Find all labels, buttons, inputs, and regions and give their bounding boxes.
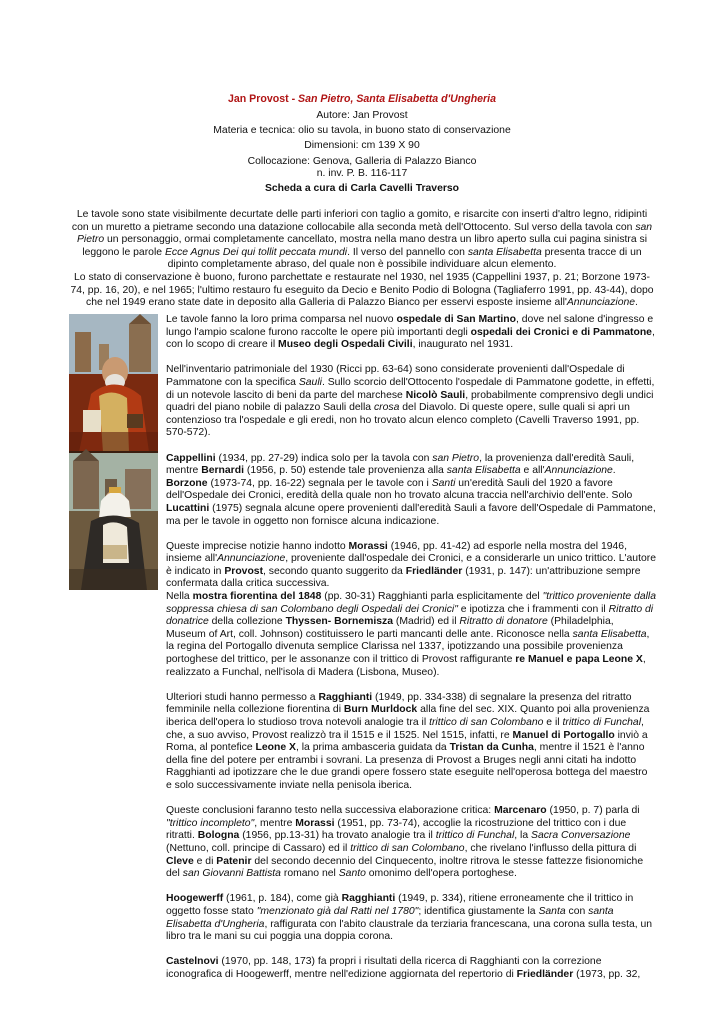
bold-term: Leone X (255, 742, 296, 754)
bold-term: ospedale di San Martino (396, 314, 516, 325)
italic-term: santa Elisabetta d'Ungheria (166, 905, 614, 930)
italic-term: Sacra Conversazione (531, 830, 631, 842)
italic-term: Santo (338, 868, 366, 880)
text-run: ; identifica giustamente la (418, 905, 539, 917)
painting-panel-santa-elisabetta (69, 449, 158, 590)
intro-paragraph-2 (70, 272, 654, 310)
text-run: della collezione (208, 616, 286, 628)
painting-thumbnail (69, 314, 158, 590)
text-run: , con lo scopo di creare il (166, 326, 655, 351)
text-run: Le tavole fanno la loro prima comparsa nel nuovo (166, 314, 397, 325)
bold-term: ospedali dei Cronici e di Pammatone (470, 326, 652, 338)
bold-term: mostra fiorentina del 1848 (192, 591, 322, 603)
text-run: . Sullo scorcio dell'Ottocento l'ospedale di Pammatone godette, in effetti, di un notevole lascito di beni da parte del marchese (166, 376, 655, 401)
bold-term: Cleve (166, 855, 194, 867)
text-run: . (612, 465, 616, 477)
bold-term: Morassi (348, 540, 388, 552)
meta-inventario: n. inv. P. B. 116-117 (316, 168, 408, 179)
text-run: Le tavole sono state visibilmente decurtate delle parti inferiori con taglio a gomito, e risarcite con inserti d'altro legno, ridipinti con un muretto a pietrame secondo una datazione collocabile alla seconda metà dell'Ottocento. Sul verso della tavola con (71, 209, 648, 233)
text-run: , realizzato a Funchal, nell'isola di Madera (Lisbona, Museo). (166, 654, 646, 678)
title-separator: - (288, 93, 299, 105)
bold-term: Hoogewerff (166, 893, 224, 905)
text-run: e ipotizza che i frammenti con il (457, 603, 609, 615)
text-run: , mentre (254, 817, 296, 829)
body-paragraph (166, 314, 656, 352)
bold-term: Castelnovi (166, 956, 219, 968)
bold-term: Morassi (295, 817, 335, 829)
text-run: inviò a Roma, al pontefice (166, 729, 648, 754)
italic-term: san Pietro (76, 221, 653, 246)
italic-term: Annunciazione (566, 297, 636, 309)
body-paragraph (166, 956, 656, 981)
body-paragraph (166, 364, 656, 440)
body-paragraph (166, 541, 656, 680)
text-run: , dove nel salone d'ingresso e lungo l'ampio scalone furono raccolte le opere più importanti degli (166, 314, 654, 338)
text-run: (1931, p. 147): un'attribuzione sempre confermata dalla critica successiva. (166, 565, 641, 590)
text-run: un'eredità Sauli del 1920 a favore dell'Ospedale dei Cronici, eredità della quale non ho trovato alcuna traccia nell'archivio dell'ente. Solo (166, 477, 633, 502)
body-text (166, 314, 656, 994)
text-run: con (565, 905, 589, 917)
text-run: Ulteriori studi hanno permesso a (166, 691, 319, 703)
bold-term: re Manuel e papa Leone X (515, 654, 643, 666)
bold-term: Bernardi (201, 465, 244, 477)
text-run: (1973, pp. 32, (573, 968, 641, 980)
body-paragraph (166, 692, 656, 793)
italic-term: trittico di Funchal (435, 830, 515, 842)
italic-term: "trittico proveniente dalla soppressa chiesa di san Colombano degli Ospedali dei Cronici" (166, 591, 657, 615)
text-run: (1975) segnala alcune opere provenienti dall'eredità Sauli a favore dell'Ospedale di Pammatone, ma per le tavole in oggetto non fornisce alcuna indicazione. (166, 502, 656, 527)
text-run: e il (543, 717, 563, 728)
text-run: (Nettuno, coll. principe di Cassaro) ed il (166, 842, 351, 854)
italic-term: "trittico incompleto" (166, 817, 255, 829)
text-run: (1951, pp. 73-74), accoglie la ricostruzione del trittico con i due ritratti. (166, 817, 627, 842)
italic-term: santa Elisabetta (467, 246, 542, 258)
italic-term: Ritratto di donatore (459, 616, 548, 628)
title-work: San Pietro, Santa Elisabetta d'Ungheria (298, 93, 497, 105)
text-run: . Il verso del pannello con (347, 246, 468, 258)
bold-term: Manuel di Portogallo (512, 729, 615, 741)
text-run: Nella (166, 591, 193, 603)
text-run: , inaugurato nel 1931. (412, 339, 514, 351)
text-run: e di (193, 855, 217, 867)
italic-term: Annunciazione (544, 465, 613, 477)
body-paragraph (166, 893, 656, 943)
text-run: (1970, pp. 148, 173) fa propri i risultati della ricerca di Ragghianti con la correzione iconografica di Hoogewerff, mentre nell'edizione aggiornata del repertorio di (166, 956, 602, 980)
text-run: omonimo dell'opera portoghese. (365, 868, 517, 880)
bold-term: Patenir (216, 855, 252, 867)
text-run: (1961, p. 184), come già (223, 893, 342, 905)
bold-term: Nicolò Sauli (405, 389, 466, 401)
page-title (60, 93, 664, 106)
bold-term: Tristan da Cunha (449, 742, 534, 754)
meta-collocazione: Collocazione: Genova, Galleria di Palazzo Bianco (247, 156, 477, 167)
bold-term: Friedländer (405, 565, 463, 577)
italic-term: trittico di san Colombano (350, 842, 465, 854)
text-run: (1973-74, pp. 16-22) segnala per le tavole con i (207, 477, 432, 489)
italic-term: trittico di san Colombano (429, 717, 544, 728)
text-run: Nell'inventario patrimoniale del 1930 (Ricci pp. 63-64) sono considerate provenienti dall'Ospedale di Pammatone con la specifica (166, 364, 625, 388)
text-run: (1949, pp. 334-338) di segnalare la presenza del ritratto femminile nella collezione fiorentina di (166, 691, 632, 716)
text-run: (1956, p. 50) estende tale provenienza alla (243, 465, 447, 477)
text-run: , proveniente dall'ospedale dei Cronici, e a considerarle un unico trittico. L'autore è indicato in (166, 553, 656, 577)
text-run: (Madrid) ed il (392, 616, 460, 628)
painting-panel-san-pietro (69, 314, 158, 452)
title-author: Jan Provost (227, 93, 289, 105)
text-run: (1950, p. 7) parla di (546, 805, 640, 817)
meta-materia: Materia e tecnica: olio su tavola, in buono stato di conservazione (213, 125, 511, 136)
text-run: , che rivelano l'influsso della pittura di (464, 842, 637, 854)
text-run: (1946, pp. 41-42) ad esporle nella mostra del 1946, insieme all' (166, 540, 627, 565)
italic-term: Sauli (298, 376, 322, 388)
italic-term: Ritratto di donatrice (166, 603, 654, 628)
italic-term: san Pietro (432, 452, 480, 464)
text-run: , che, a suo avviso, Provost realizzò tra il 1515 e il 1525. Nel 1515, infatti, re (166, 717, 644, 741)
text-run: romano nel (280, 868, 339, 880)
text-run: (Philadelphia, Museum of Art, coll. Johnson) costituissero le parti mancanti delle ante. Riconosce nella (166, 616, 614, 640)
italic-term: "menzionato già dal Ratti nel 1780" (256, 905, 419, 917)
text-run: (1949, p. 334), ritiene erroneamente che il trittico in oggetto fosse stato (166, 893, 634, 917)
text-run: , mentre il 1521 è l'anno della fine del potere per entrambi i sovrani. La presenza di Provost a Bruges negli anni citati ha indotto Ragghianti ad ipotizzare che le due grandi opere fossero state eseguite nell'operosa bottega del maestro e solo successivamente inviate nella penisola iberica. (166, 742, 648, 791)
bold-term: Provost (224, 565, 264, 577)
meta-autore: Autore: Jan Provost (316, 110, 408, 121)
bold-term: Bologna (197, 830, 240, 842)
italic-term: Santa (538, 905, 566, 917)
italic-term: Annunciazione (217, 553, 286, 565)
bold-term: Cappellini (166, 452, 216, 464)
text-run: , probabilmente comprensivo degli undici quadri del piano nobile di palazzo Sauli della (166, 389, 654, 414)
bold-term: Borzone (166, 477, 208, 489)
bold-term: Ragghianti (318, 691, 373, 703)
body-paragraph (166, 805, 656, 881)
text-run: presenta tracce di un dipinto completamente abraso, del quale non è possibile individuare alcun elemento. (167, 246, 642, 271)
italic-term: Ecce Agnus Dei qui tollit peccata mundi (164, 246, 348, 258)
bold-term: Friedländer (516, 968, 574, 980)
text-run: Queste conclusioni faranno testo nella successiva elaborazione critica: (166, 805, 495, 817)
meta-dimensioni: Dimensioni: cm 139 X 90 (304, 140, 420, 151)
text-run: (pp. 30-31) Ragghianti parla esplicitamente del (321, 591, 543, 603)
text-run: Lo stato di conservazione è buono, furono parchettate e restaurate nel 1930, nel 1935 (Cappellini 1937, p. 21; Borzone 1973-74, pp. 16, 20), e nel 1965; l'ultimo restauro fu eseguito da Decio e Benito Podio di Bologna (Tagliaferro 1991, pp. 43-44), dopo che nel 1949 erano state date in deposito alla Galleria di Palazzo Bianco per esservi esposte insieme all' (70, 271, 654, 309)
text-run: e all' (520, 465, 545, 477)
body-paragraph (166, 453, 656, 529)
text-run: del Diavolo. Di queste opere, sulle quali si apri un contenzioso tra l'ospedale e gli eredi, non ho trovato alcun elenco completo (Cavelli Traverso 1991, pp. 570-572). (166, 402, 640, 439)
text-run: , la (514, 830, 532, 842)
italic-term: san Giovanni Battista (182, 868, 281, 880)
text-run: , raffigurata con l'abito claustrale da terziaria francescana, una corona sulla testa, un libro tra le mani su cui poggia una doppia corona. (166, 918, 653, 943)
text-run: (1956, pp.13-31) ha trovato analogie tra il (239, 830, 436, 842)
italic-term: trittico di Funchal (562, 717, 642, 728)
text-run: (1934, pp. 27-29) indica solo per la tavola con (215, 452, 433, 464)
intro-paragraph-1 (70, 209, 654, 272)
italic-term: Santi (431, 477, 456, 489)
meta-scheda: Scheda a cura di Carla Cavelli Traverso (264, 183, 460, 194)
text-run: , la regina del Portogallo divenuta semplice Clarissa nel 1337, ipotizzando una possibile provenienza portoghese del trittico, per le assonanze con il trittico di Provost raffigurante (166, 628, 650, 666)
text-run: del secondo decennio del Cinquecento, inoltre ritrova le stesse fattezze fisionomiche del (166, 855, 644, 880)
text-run: , secondo quanto suggerito da (263, 565, 406, 577)
text-run: alla fine del sec. XIX. Quanto poi alla provenienza iberica dell'opera lo studioso trova notevoli analogie tra il (166, 704, 650, 728)
text-run: . (635, 297, 638, 309)
bold-term: Museo degli Ospedali Civili (278, 339, 413, 351)
text-run: un personaggio, ormai completamente cancellato, mostra nella mano destra un libro aperto sulla cui pagina sinistra si leggono le parole (82, 234, 648, 258)
bold-term: Marcenaro (494, 805, 547, 817)
bold-term: Burn Murldock (343, 704, 418, 716)
italic-term: santa Elisabetta (446, 465, 521, 477)
bold-term: Lucattini (166, 502, 210, 514)
intro-block (70, 209, 654, 310)
italic-term: crosa (373, 402, 400, 414)
bold-term: Ragghianti (341, 893, 396, 905)
italic-term: santa Elisabetta (572, 628, 647, 640)
text-run: Queste imprecise notizie hanno indotto (166, 540, 349, 552)
bold-term: Thyssen- Bornemisza (285, 616, 393, 628)
text-run: , la prima ambasceria guidata da (295, 742, 450, 754)
text-run: , la provenienza dall'eredità Sauli, mentre (166, 452, 635, 477)
